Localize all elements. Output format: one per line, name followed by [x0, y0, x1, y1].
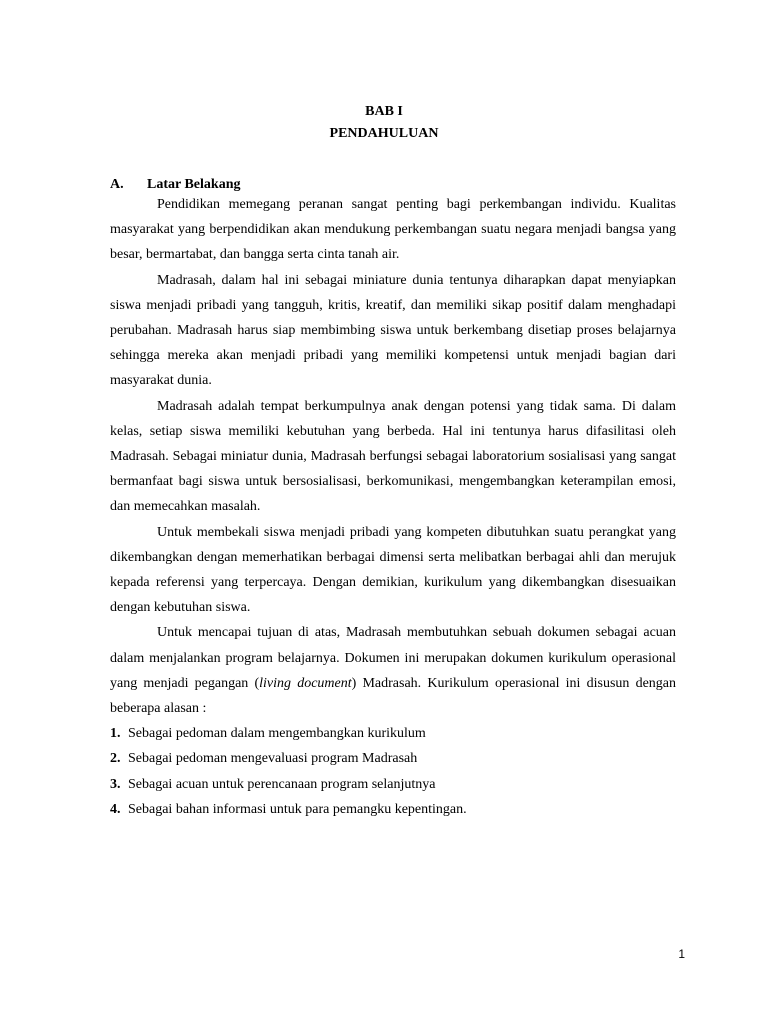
paragraph-final	[110, 620, 676, 721]
paragraph-text: ) Madrasah. Kurikulum operasional ini disusun dengan beberapa alasan :	[110, 675, 676, 717]
paragraph: Pendidikan memegang peranan sangat penting bagi perkembangan individu. Kualitas masyarakat yang berpendidikan akan mendukung perkembangan suatu negara menjadi bangsa yang besar, bermartabat, dan bangga serta cinta tanah air.	[110, 197, 676, 263]
paragraph: Madrasah adalah tempat berkumpulnya anak dengan potensi yang tidak sama. Di dalam kelas, setiap siswa memiliki kebutuhan yang berbeda. Hal ini tentunya harus difasilitasi oleh Madrasah. Sebagai miniatur dunia, Madrasah berfungsi sebagai laboratorium sosialisasi yang sangat bermanfaat bagi siswa untuk bersosialisasi, berkomunikasi, mengembangkan keterampilan emosi, dan memecahkan masalah.	[110, 398, 676, 515]
list-item	[110, 746, 676, 771]
section-heading	[110, 177, 240, 193]
list-number: 3.	[110, 776, 121, 792]
section-letter: A.	[110, 177, 124, 192]
italic-term: living document	[259, 675, 352, 691]
list-item	[110, 772, 676, 797]
page-number: 1	[678, 947, 685, 961]
list-number: 1.	[110, 726, 121, 742]
list-text: Sebagai bahan informasi untuk para pemangku kepentingan.	[128, 801, 467, 817]
reasons-list	[110, 721, 676, 822]
paragraph: Madrasah, dalam hal ini sebagai miniature dunia tentunya diharapkan dapat menyiapkan siswa menjadi pribadi yang tangguh, kritis, kreatif, dan memiliki sikap positif dalam menghadapi perubahan. Madrasah harus siap membimbing siswa untuk berkembang disetiap proses belajarnya sehingga mereka akan menjadi pribadi yang memiliki kompetensi untuk menjadi bagian dari masyarakat dunia.	[110, 272, 676, 389]
paragraph: Untuk membekali siswa menjadi pribadi yang kompeten dibutuhkan suatu perangkat yang dikembangkan dengan memerhatikan berbagai dimensi serta melibatkan berbagai ahli dan merujuk kepada referensi yang terpercaya. Dengan demikian, kurikulum yang dikembangkan disesuaikan dengan kebutuhan siswa.	[110, 524, 676, 616]
paragraph-text: Untuk mencapai tujuan di atas, Madrasah membutuhkan sebuah dokumen sebagai acuan dalam menjalankan program belajarnya. Dokumen ini merupakan dokumen kurikulum operasional yang menjadi pegangan (	[110, 625, 676, 691]
section-title: Latar Belakang	[147, 177, 241, 192]
body-text	[110, 192, 676, 822]
list-text: Sebagai acuan untuk perencanaan program selanjutnya	[128, 776, 436, 792]
list-number: 4.	[110, 801, 121, 817]
list-text: Sebagai pedoman mengevaluasi program Madrasah	[128, 751, 418, 767]
chapter-number: BAB I	[365, 104, 403, 119]
list-item	[110, 797, 676, 822]
list-number: 2.	[110, 751, 121, 767]
chapter-title: PENDAHULUAN	[329, 126, 439, 141]
list-text: Sebagai pedoman dalam mengembangkan kurikulum	[128, 726, 426, 742]
list-item	[110, 721, 676, 746]
